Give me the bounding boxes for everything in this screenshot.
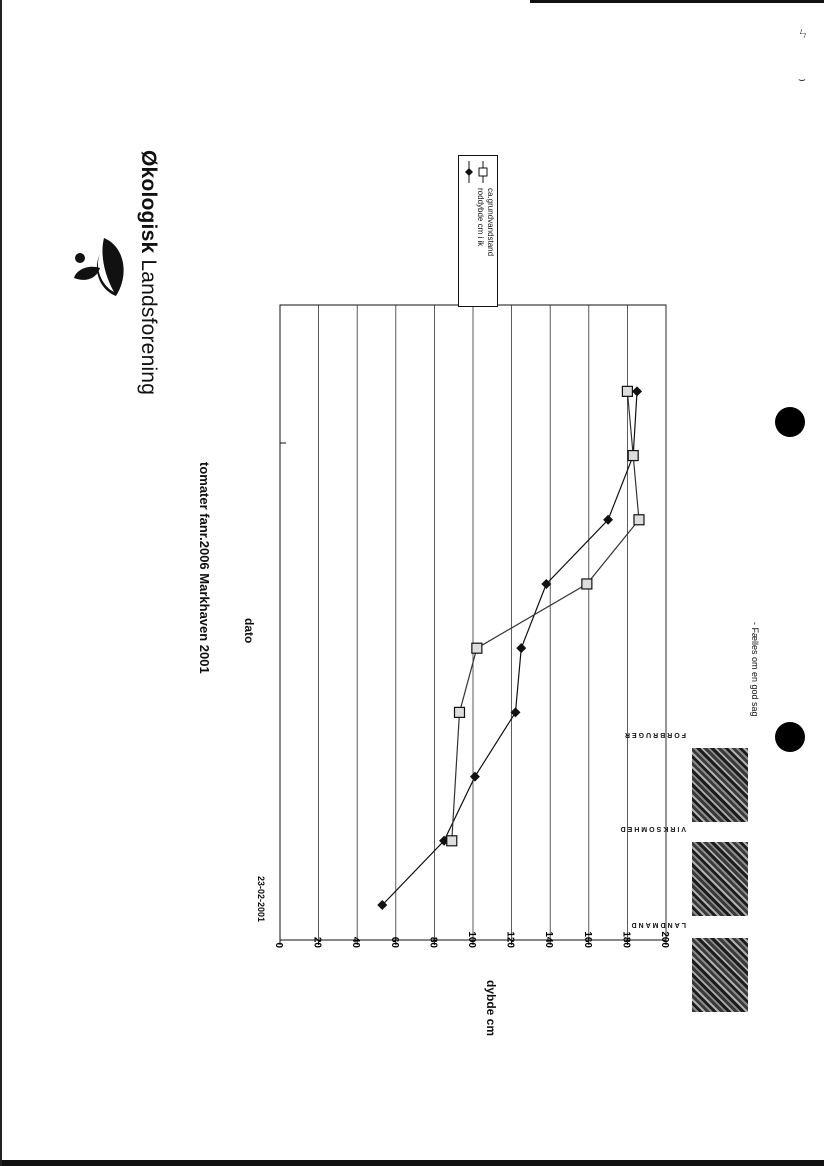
series-2-point [622,386,632,396]
chart-legend [458,155,498,307]
y-tick-label: 160 [581,931,593,948]
chart-title: tomater fanr.2006 Markhaven 2001 [197,462,212,674]
photo-farmer [692,938,748,1012]
scan-speck: ⌣ [798,72,806,86]
org-tagline: - Fælles om en god sag [750,622,760,717]
x-tick-label: 23-02-2001 [256,876,266,923]
y-tick-label: 200 [659,931,670,948]
scan-speck: ㄣ [797,26,810,40]
scan-edge-bottom [0,1160,824,1166]
y-tick-label: 120 [504,931,516,948]
y-tick-label: 0 [273,942,284,948]
y-tick-label: 140 [543,931,555,948]
photo-label-farmer: LANDMAND [629,921,686,928]
legend-series-1-label: roddybde cm i ik [476,188,485,247]
scan-edge-top [530,0,824,3]
org-name: Økologisk Landsforening [137,150,160,396]
series-2-point [447,836,457,846]
legend-series-2-label: ca.grundvandstand [486,188,495,257]
y-tick-label: 40 [350,936,362,948]
photo-consumer [692,748,748,822]
scan-edge-left [0,0,2,1166]
y-tick-label: 20 [311,936,323,948]
legend-series-2-icon [477,161,489,183]
punch-hole-bottom [775,722,805,752]
y-tick-label: 180 [620,931,632,948]
photo-label-business: VIRKSOMHED [618,825,686,832]
x-axis-title: dato [242,618,256,644]
series-2-point [628,451,638,461]
leaf-logo-icon [70,234,132,300]
photo-business [692,842,748,916]
y-tick-label: 60 [388,936,400,948]
series-2-point [454,707,464,717]
series-2-point [634,515,644,525]
depth-chart [230,300,670,1000]
photo-label-consumer: FORBRUGER [622,731,686,738]
punch-hole-top [775,407,805,437]
y-axis-title: dybde cm [484,980,498,1037]
y-tick-label: 100 [466,931,477,948]
y-tick-label: 80 [427,936,439,948]
legend-series-1-icon [463,161,475,183]
series-2-point [582,579,592,589]
series-2-point [472,643,482,653]
